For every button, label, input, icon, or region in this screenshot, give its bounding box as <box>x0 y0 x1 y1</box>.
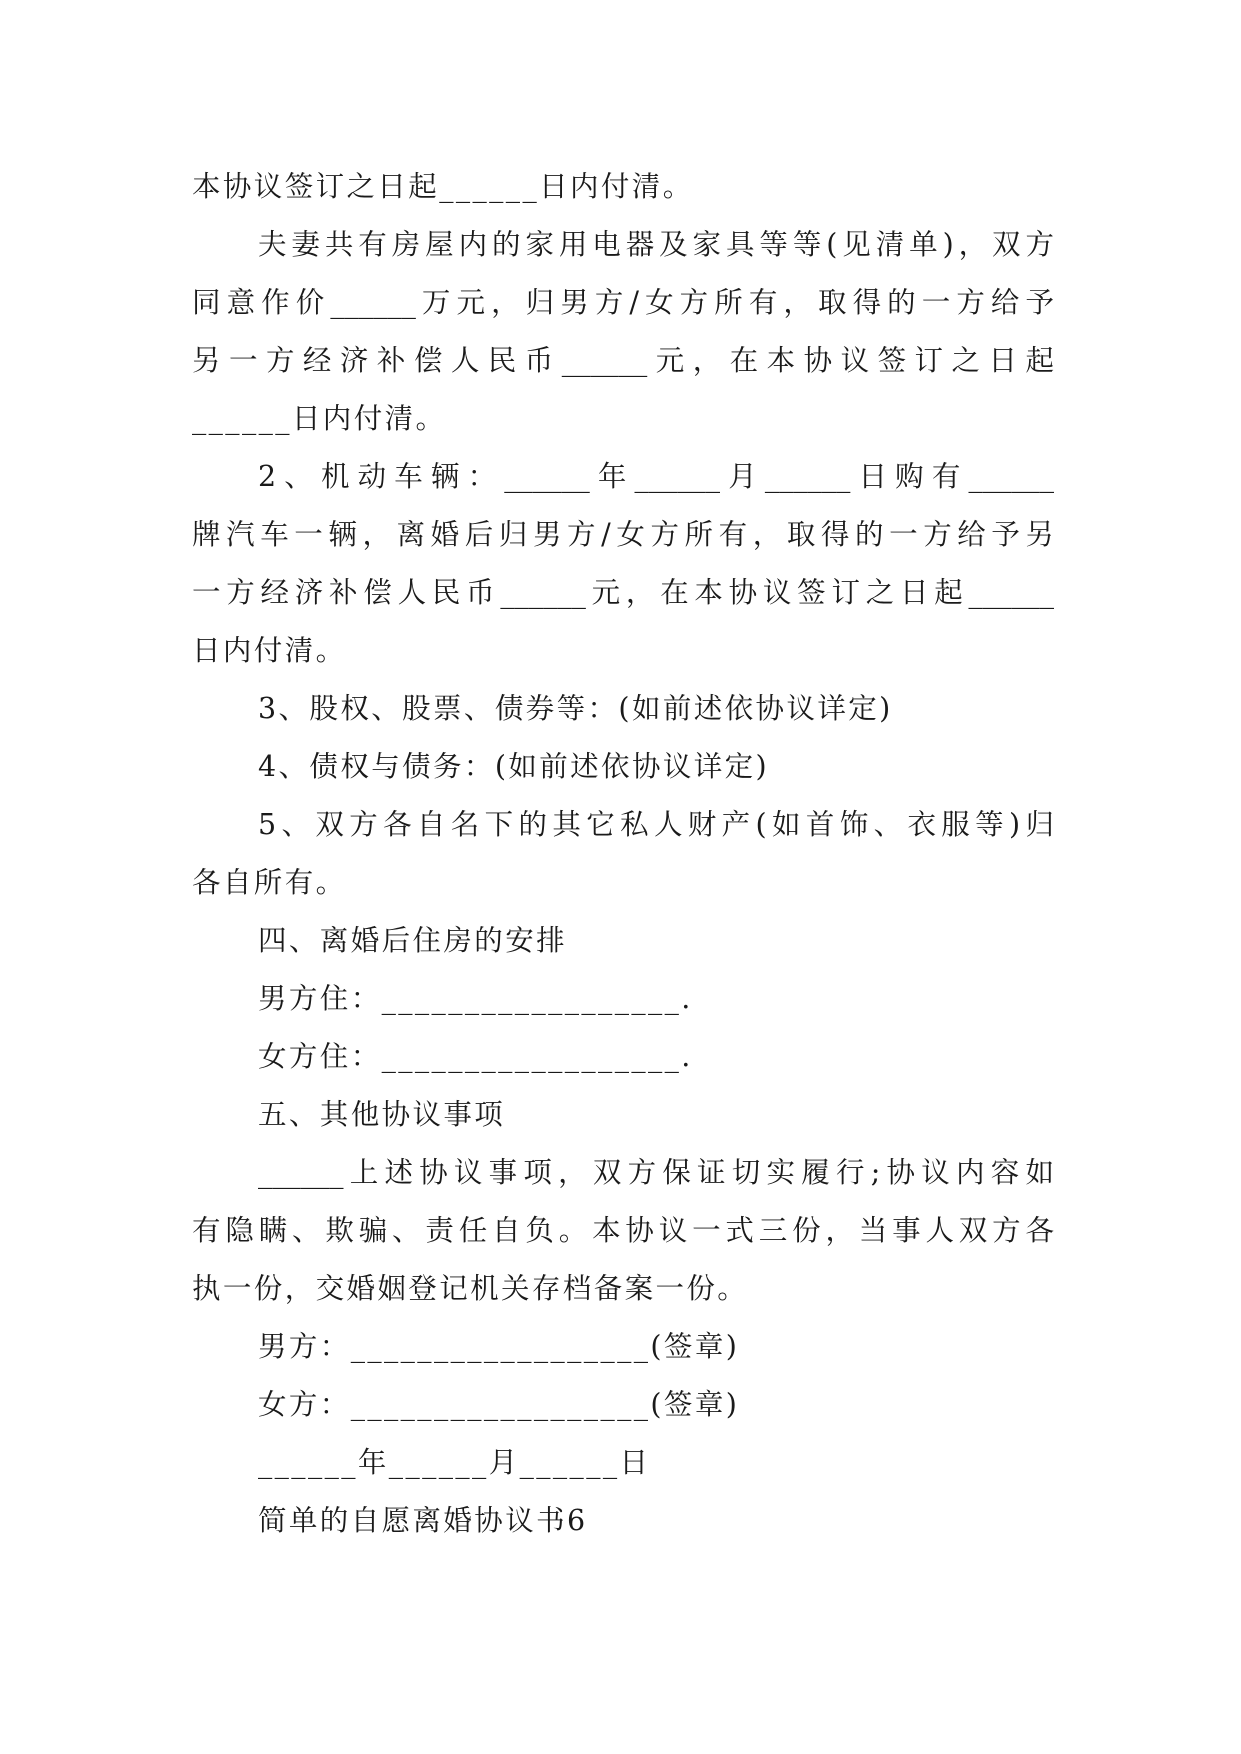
text-line: 3、股权、股票、债券等：(如前述依协议详定) <box>258 692 893 725</box>
text-line: 牌汽车一辆，离婚后归男方/女方所有，取得的一方给予另 <box>192 518 1054 551</box>
text-line: 5、双方各自名下的其它私人财产(如首饰、衣服等)归 <box>258 808 1054 841</box>
date-line: ______年______月______日 <box>258 1446 651 1479</box>
text-line: 女方住：__________________. <box>258 1040 693 1073</box>
text-line: 4、债权与债务：(如前述依协议详定) <box>258 750 770 783</box>
text-line: ______日内付清。 <box>192 402 447 435</box>
signature-line: 男方：__________________(签章) <box>258 1330 740 1363</box>
section-heading: 五、其他协议事项 <box>258 1098 506 1131</box>
text-line: 日内付清。 <box>192 634 347 667</box>
text-line: 2、机动车辆：______年______月______日购有______ <box>258 460 1054 493</box>
section-heading: 四、离婚后住房的安排 <box>258 924 568 957</box>
document-body <box>192 158 1054 1550</box>
text-line: 一方经济补偿人民币______元，在本协议签订之日起______ <box>192 576 1054 609</box>
text-line: 夫妻共有房屋内的家用电器及家具等等(见清单)，双方 <box>258 228 1054 261</box>
text-line: 同意作价______万元，归男方/女方所有，取得的一方给予 <box>192 286 1054 319</box>
text-line: 各自所有。 <box>192 866 347 899</box>
signature-line: 女方：__________________(签章) <box>258 1388 740 1421</box>
text-line: 有隐瞒、欺骗、责任自负。本协议一式三份，当事人双方各 <box>192 1214 1054 1247</box>
text-line: 另一方经济补偿人民币______元，在本协议签订之日起 <box>192 344 1054 377</box>
text-line: ______上述协议事项，双方保证切实履行;协议内容如 <box>258 1156 1054 1189</box>
text-line: 执一份，交婚姻登记机关存档备案一份。 <box>192 1272 749 1305</box>
text-line: 男方住：__________________. <box>258 982 693 1015</box>
document-title: 简单的自愿离婚协议书6 <box>258 1504 588 1537</box>
text-line: 本协议签订之日起______日内付清。 <box>192 170 694 203</box>
